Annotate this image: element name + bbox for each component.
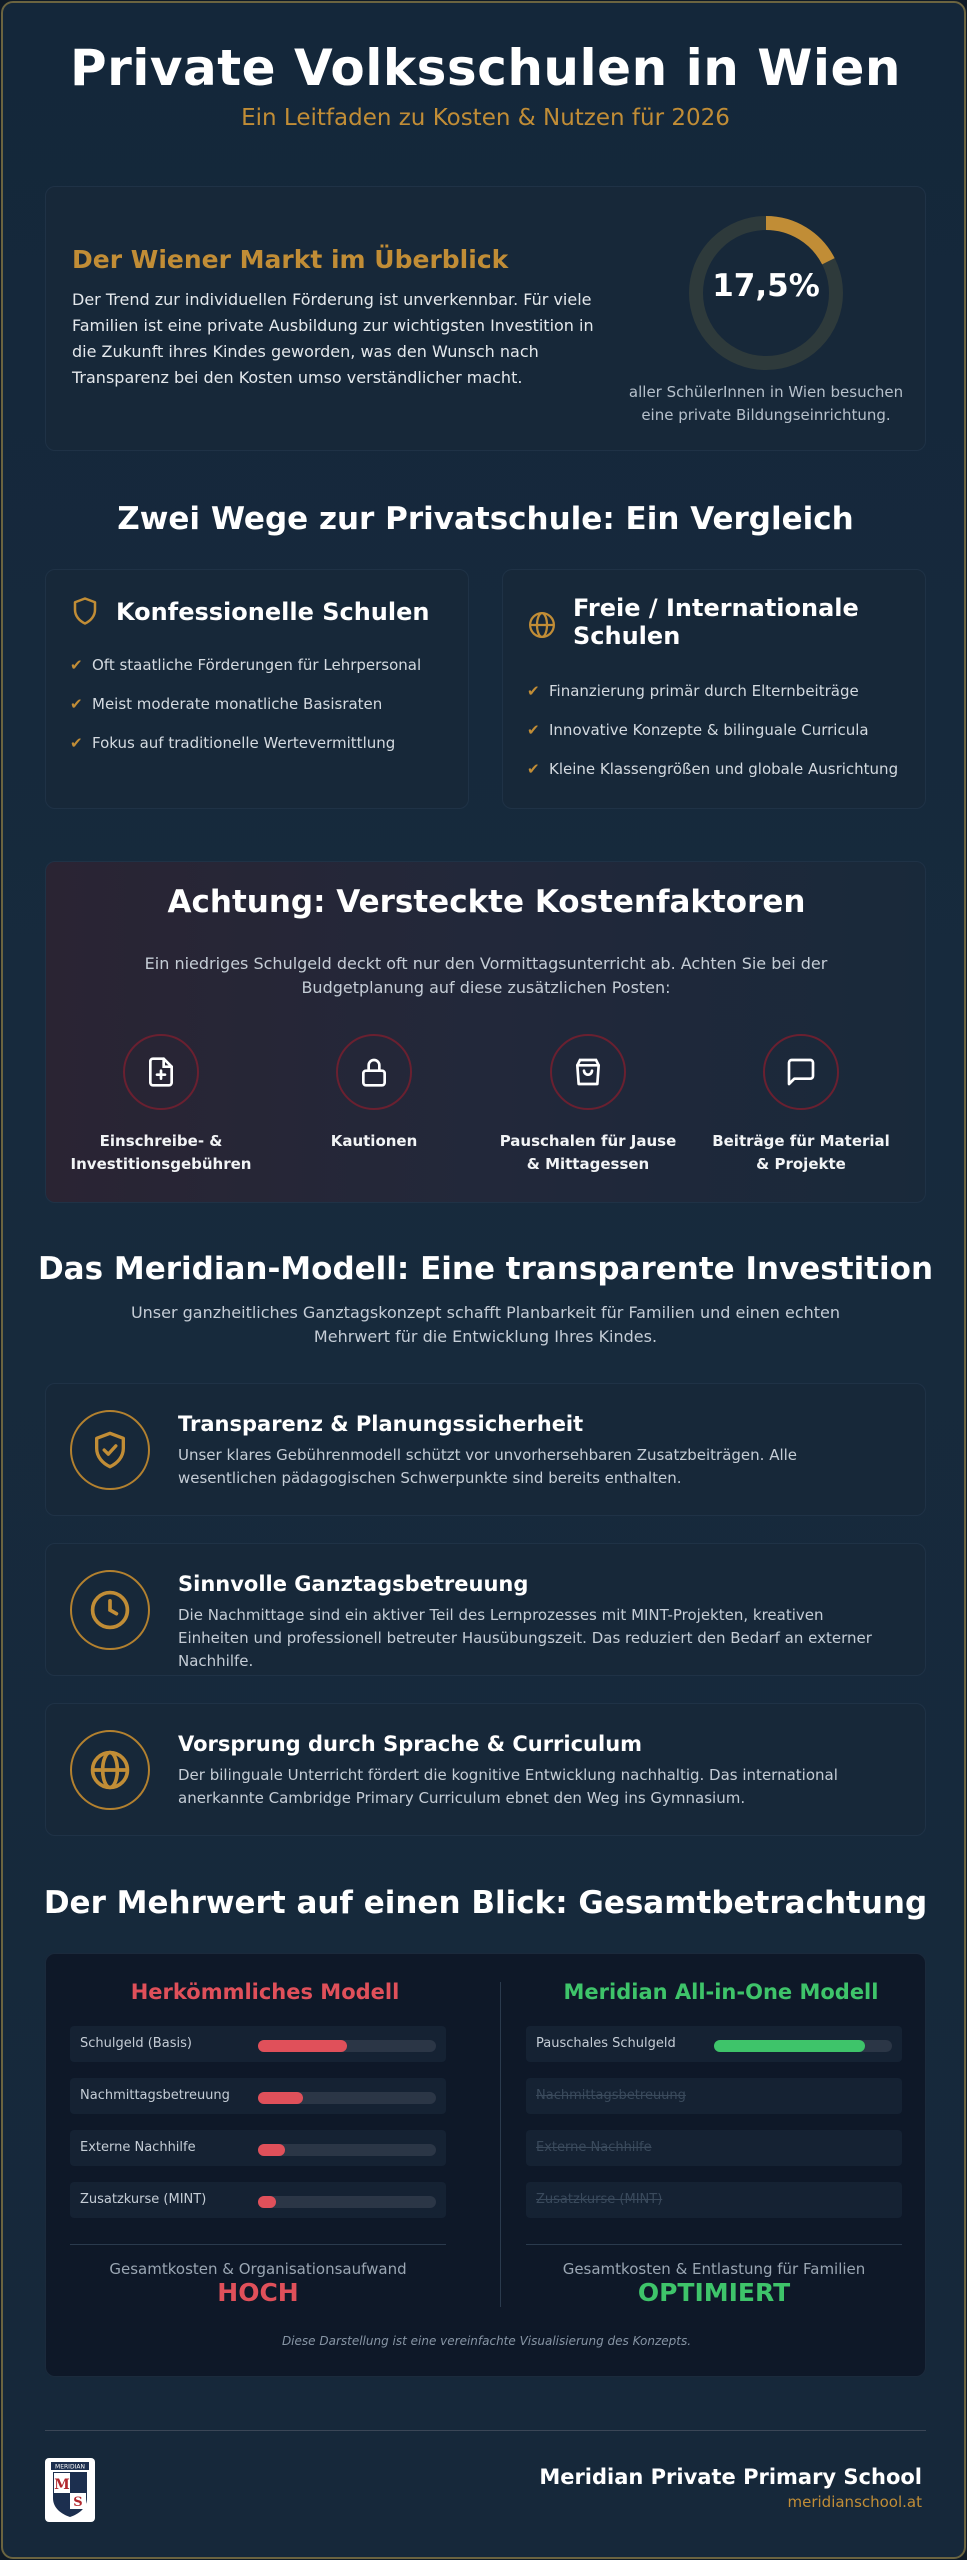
cost-row-label: Nachmittagsbetreuung <box>80 2088 230 2103</box>
overview-text: Der Trend zur individuellen Förderung ist unverkennbar. Für viele Familien ist eine private Ausbildung zur wichtigsten Investition in die Zukunft ihres Kindes geworden, was den Wunsch nach Transparenz bei den Kosten umso verständlicher macht. <box>72 290 594 387</box>
cost-bar-track <box>714 2040 892 2052</box>
feature-title: Vorsprung durch Sprache & Curriculum <box>178 1732 643 1756</box>
file-plus-icon <box>145 1056 177 1088</box>
totals-heading: Der Mehrwert auf einen Blick: Gesamtbetrachtung <box>43 1885 928 1921</box>
cost-row-label: Zusatzkurse (MINT) <box>536 2192 663 2207</box>
cost-bar-track <box>258 2092 436 2104</box>
feature-text: Der bilinguale Unterricht fördert die kognitive Entwicklung nachhaltig. Das international anerkannte Cambridge Primary Curriculum ebnet den Weg ins Gymnasium. <box>178 1766 838 1807</box>
message-square-icon <box>785 1056 817 1088</box>
market-overview-card <box>45 186 926 451</box>
feature-all-day-care <box>45 1543 926 1676</box>
column-divider <box>500 1982 501 2307</box>
cost-bar-fill <box>258 2092 303 2104</box>
cost-row <box>70 2130 446 2166</box>
list-item: ✔ Oft staatliche Förderungen für Lehrpersonal <box>70 656 422 674</box>
cost-bar-track <box>258 2144 436 2156</box>
cost-bar-fill <box>714 2040 865 2052</box>
overview-heading: Der Wiener Markt im Überblick <box>72 245 509 274</box>
footer-divider <box>45 2430 926 2431</box>
cost-bar-track <box>258 2196 436 2208</box>
feature-transparency <box>45 1383 926 1516</box>
school-logo <box>45 2458 95 2522</box>
cost-row-label: Pauschales Schulgeld <box>536 2036 676 2051</box>
cost-row-label: Externe Nachhilfe <box>80 2140 196 2155</box>
list-item: ✔ Fokus auf traditionelle Wertevermittlung <box>70 734 396 752</box>
check-icon: ✔ <box>527 682 540 700</box>
lock-icon <box>358 1056 390 1088</box>
cost-item-meals: Pauschalen für Jause & Mittagessen <box>493 1034 683 1176</box>
check-icon: ✔ <box>527 760 540 778</box>
check-icon: ✔ <box>70 734 83 752</box>
check-icon: ✔ <box>70 656 83 674</box>
cost-row-label: Schulgeld (Basis) <box>80 2036 192 2051</box>
list-item: ✔ Meist moderate monatliche Basisraten <box>70 695 383 713</box>
hidden-costs-card <box>45 861 926 1203</box>
cost-row-label: Externe Nachhilfe <box>536 2140 652 2155</box>
disclaimer: Diese Darstellung ist eine vereinfachte Visualisierung des Konzepts. <box>281 2334 692 2348</box>
cost-bar-fill <box>258 2040 347 2052</box>
meridian-model-title: Meridian All-in-One Modell <box>563 1980 879 2004</box>
hidden-costs-text: Ein niedriges Schulgeld deckt oft nur den Vormittagsunterricht ab. Achten Sie bei der Budgetplanung auf diese zusätzlichen Posten: <box>144 954 828 997</box>
denominational-schools-card <box>45 569 469 809</box>
cost-row <box>526 2182 902 2218</box>
cost-row <box>526 2130 902 2166</box>
cost-row <box>526 2078 902 2114</box>
shield-check-icon <box>90 1430 130 1470</box>
international-schools-card <box>502 569 926 809</box>
globe-icon <box>527 610 557 640</box>
feature-text: Die Nachmittage sind ein aktiver Teil des Lernprozesses mit MINT-Projekten, kreativen Einheiten und professionell betreuter Hausübungszeit. Das reduziert den Bedarf an externer Nachhilfe. <box>178 1606 872 1670</box>
list-item: ✔ Finanzierung primär durch Elternbeiträge <box>527 682 859 700</box>
gauge-caption: aller SchülerInnen in Wien besuchen eine private Bildungseinrichtung. <box>628 383 904 424</box>
traditional-model-title: Herkömmliches Modell <box>130 1980 400 2004</box>
cost-bar-track <box>258 2040 436 2052</box>
comparison-heading: Zwei Wege zur Privatschule: Ein Vergleich <box>117 501 854 537</box>
international-list <box>527 682 898 799</box>
svg-text:MERIDIAN: MERIDIAN <box>55 2463 85 2471</box>
cost-bar-fill <box>258 2144 285 2156</box>
denominational-list <box>70 656 421 773</box>
divider <box>526 2244 902 2245</box>
meridian-intro: Unser ganzheitliches Ganztagskonzept schafft Planbarkeit für Familien und einen echten Mehrwert für die Entwicklung Ihres Kindes. <box>130 1303 841 1346</box>
feature-language-curriculum <box>45 1703 926 1836</box>
totals-comparison-card <box>45 1953 926 2377</box>
cost-row-label: Nachmittagsbetreuung <box>536 2088 686 2103</box>
cost-item-materials: Beiträge für Material & Projekte <box>706 1034 896 1176</box>
denominational-title: Konfessionelle Schulen <box>116 598 430 626</box>
meridian-total-value: OPTIMIERT <box>637 2278 791 2307</box>
cost-item-deposits: Kautionen <box>279 1034 469 1153</box>
page-title: Private Volksschulen in Wien <box>69 39 902 97</box>
infographic <box>1 1 966 2559</box>
school-website-link[interactable]: meridianschool.at <box>787 2493 922 2511</box>
list-item: ✔ Innovative Konzepte & bilinguale Curricula <box>527 721 869 739</box>
cost-row-label: Zusatzkurse (MINT) <box>80 2192 207 2207</box>
cost-row <box>70 2182 446 2218</box>
shield-icon <box>70 596 100 626</box>
list-item: ✔ Kleine Klassengrößen und globale Ausrichtung <box>527 760 899 778</box>
shopping-bag-icon <box>572 1056 604 1088</box>
traditional-total-value: HOCH <box>217 2278 299 2307</box>
hidden-costs-heading: Achtung: Versteckte Kostenfaktoren <box>167 884 806 920</box>
cost-row <box>526 2026 902 2062</box>
check-icon: ✔ <box>527 721 540 739</box>
cost-bar-fill <box>258 2196 276 2208</box>
meridian-heading: Das Meridian-Modell: Eine transparente Investition <box>37 1251 934 1287</box>
clock-icon <box>88 1588 132 1632</box>
international-title: Freie / Internationale Schulen <box>573 594 859 650</box>
feature-text: Unser klares Gebührenmodell schützt vor unvorhersehbaren Zusatzbeiträgen. Alle wesentlichen pädagogischen Schwerpunkte sind bereits enthalten. <box>178 1446 798 1487</box>
svg-text:S: S <box>73 2495 83 2510</box>
feature-title: Transparenz & Planungssicherheit <box>178 1412 584 1436</box>
check-icon: ✔ <box>70 695 83 713</box>
meridian-total-caption: Gesamtkosten & Entlastung für Familien <box>562 2260 866 2278</box>
globe-icon <box>88 1748 132 1792</box>
cost-row <box>70 2026 446 2062</box>
divider <box>70 2244 446 2245</box>
page-subtitle: Ein Leitfaden zu Kosten & Nutzen für 2026 <box>241 105 730 131</box>
cost-row <box>70 2078 446 2114</box>
gauge-value: 17,5% <box>712 268 820 304</box>
traditional-total-caption: Gesamtkosten & Organisationsaufwand <box>109 2260 407 2278</box>
school-name: Meridian Private Primary School <box>539 2465 922 2489</box>
cost-item-fees: Einschreibe- & Investitionsgebühren <box>66 1034 256 1176</box>
feature-title: Sinnvolle Ganztagsbetreuung <box>178 1572 529 1596</box>
svg-text:M: M <box>54 2477 70 2493</box>
